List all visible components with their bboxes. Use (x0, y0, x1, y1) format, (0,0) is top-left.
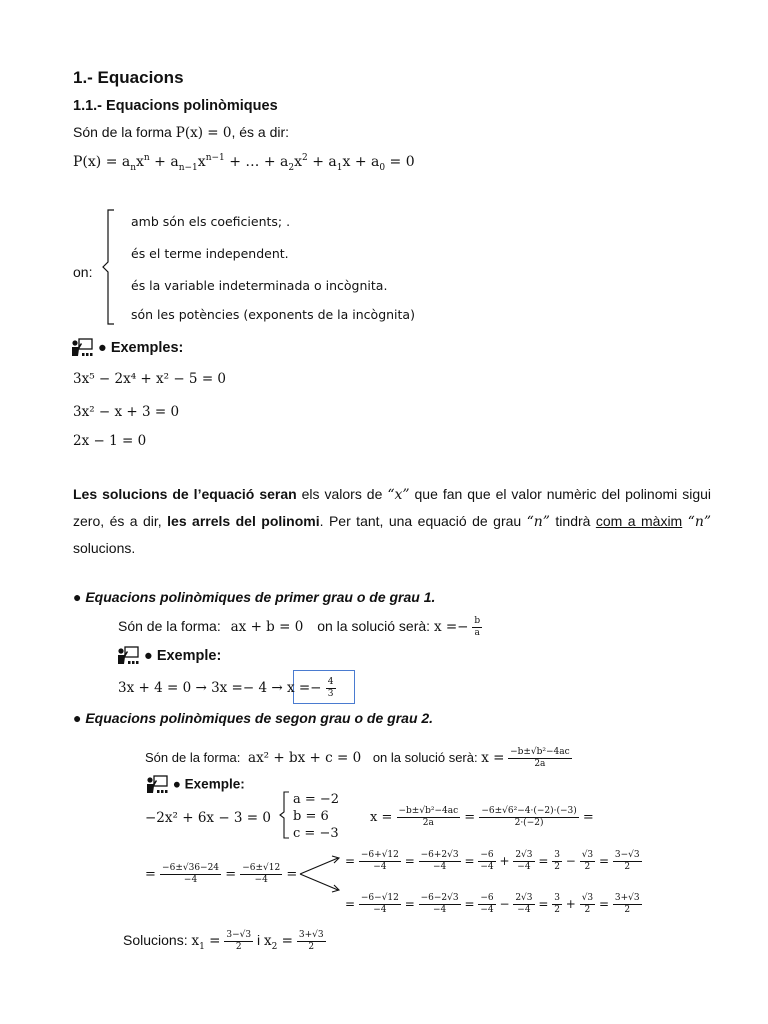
b1-frac-8 (613, 850, 642, 873)
b2-op-2: + (565, 897, 576, 911)
eq-sign: = (145, 867, 156, 882)
para-text-4: tindrà (549, 513, 596, 529)
b2-frac-1 (419, 893, 461, 916)
b2-den-2: −4 (480, 905, 494, 915)
first-degree-form (118, 616, 482, 639)
sd-example-label: ● Exemple: (172, 776, 245, 792)
sd-step1-lhs: x = (370, 810, 393, 825)
b2-den-0: −4 (373, 905, 387, 915)
sd-form-label: Són de la forma: (145, 749, 241, 765)
teacher-icon (116, 646, 140, 666)
sd-example-heading (145, 775, 245, 795)
eq-sign: = (538, 897, 549, 911)
intro-line (73, 124, 289, 141)
b1-num-2: −6 (480, 850, 494, 860)
b2-den-4: −4 (517, 905, 531, 915)
eq-sign: = (598, 854, 610, 868)
gf-sup-n: n (143, 153, 150, 163)
gf-plus-a: + a (154, 154, 179, 170)
b2-den-7: 2 (584, 905, 591, 915)
b2-frac-0 (359, 893, 401, 916)
sd-x1-sub: 1 (199, 942, 205, 953)
para-bold-1: Les solucions de l’equació seran (73, 486, 297, 502)
b1-den-5: 2 (554, 862, 560, 872)
where-item-coefficients: amb són els coeficients; . (131, 214, 291, 229)
b2-num-0: −6−√12 (360, 893, 399, 903)
para-var-n2: “n” (687, 514, 712, 530)
fd-example-expr (118, 677, 336, 700)
eq-sign: = (464, 854, 475, 868)
gf-sup-n1: n−1 (205, 153, 225, 163)
sd-solutions-label: Solucions: (123, 932, 188, 949)
sd-x1: x (191, 933, 200, 950)
sd-sol-num: −b±√b²−4ac (510, 747, 570, 757)
fd-example-label: ● Exemple: (144, 647, 222, 664)
intro-prefix: Són de la forma (73, 124, 176, 140)
coef-a: a = −2 (293, 792, 340, 807)
b1-num-0: −6+√12 (360, 850, 399, 860)
eq-sign: = (286, 867, 298, 882)
b2-num-1: −6−2√3 (420, 893, 459, 903)
b1-den-8: 2 (624, 862, 631, 872)
b1-frac-2 (478, 850, 495, 873)
sd-sol-label: on la solució serà: (372, 749, 478, 765)
where-item-independent: és el terme independent. (131, 246, 289, 261)
sd-x1-frac (224, 930, 253, 953)
gf-ellipsis: + … + a (229, 154, 289, 170)
gf-eq-zero: = 0 (389, 154, 415, 170)
b2-num-2: −6 (480, 893, 494, 903)
b1-den-7: 2 (584, 862, 591, 872)
eq-sign: = (464, 810, 476, 825)
b1-frac-1 (419, 850, 461, 873)
fd-sol-num: b (474, 616, 481, 626)
sd-step2-frac2 (240, 863, 282, 886)
gf-sub-0: 0 (379, 163, 386, 173)
general-form (73, 153, 415, 173)
sd-step2-f2-den: −4 (254, 875, 268, 885)
sd-x2-frac (297, 930, 326, 953)
para-var-x: “x” (387, 487, 410, 503)
example-3: 2x − 1 = 0 (73, 433, 147, 449)
fd-sol-expr: x =− (433, 619, 469, 636)
where-item-powers: són les potències (exponents de la incògnita) (131, 307, 415, 322)
sd-x1-num: 3−√3 (226, 930, 252, 940)
coef-b: b = 6 (293, 809, 329, 824)
sd-step1-frac2 (479, 806, 578, 829)
eq-sign: = (582, 810, 594, 825)
page-title: 1.- Equacions (73, 68, 184, 87)
para-text-2: que fan que el valor numèric del polinomi sigui zero, és a dir, (73, 486, 712, 529)
sd-form-expr: ax² + bx + c = 0 (248, 749, 362, 766)
sd-step2-frac1 (160, 863, 221, 886)
b2-num-8: 3+√3 (614, 893, 640, 903)
gf-plus-a1: + a (312, 154, 337, 170)
second-degree-title: ● Equacions polinòmiques de segon grau o de grau 2. (73, 710, 434, 726)
teacher-icon (70, 338, 94, 358)
gf-sub-n: n (130, 163, 137, 173)
b2-num-7: √3 (581, 893, 594, 903)
b1-num-1: −6+2√3 (420, 850, 459, 860)
sd-step1-f1-den: 2a (422, 818, 434, 828)
coef-brace (278, 790, 292, 840)
branch-plus (345, 850, 642, 873)
intro-expr: P(x) = 0 (175, 125, 232, 141)
gf-x2: x (197, 154, 206, 170)
examples-label: ● Exemples: (98, 339, 184, 356)
gf-x-plus-a: x + a (342, 154, 380, 170)
b2-frac-8 (613, 893, 642, 916)
b1-den-1: −4 (432, 862, 447, 872)
b2-op-1: − (499, 897, 510, 911)
intro-suffix: , és a dir: (231, 124, 290, 140)
para-bold-2: les arrels del polinomi (167, 513, 320, 529)
section-heading: 1.1.- Equacions polinòmiques (73, 98, 278, 114)
where-label: on: (73, 264, 93, 280)
b1-frac-7 (580, 850, 595, 873)
sd-solutions: Solucions: $x_1$ = $\frac{3-√3}{2}$ i $x_2$ = $\frac{3+√3}{2}$ (123, 930, 324, 953)
example-2: 3x² − x + 3 = 0 (73, 404, 180, 420)
b1-den-0: −4 (373, 862, 387, 872)
sd-sol-den: 2a (534, 759, 546, 769)
left-brace (100, 208, 120, 326)
sd-equation: −2x² + 6x − 3 = 0 (145, 810, 271, 826)
b2-frac-2 (478, 893, 495, 916)
sd-step1-f2-den: 2·(−2) (514, 818, 544, 828)
b2-num-5: 3 (554, 893, 560, 903)
gf-lhs: P(x) = a (73, 154, 131, 170)
b1-num-5: 3 (554, 850, 560, 860)
fd-sol-label: on la solució serà: (317, 618, 431, 635)
branch-arrows (298, 852, 344, 896)
b2-den-8: 2 (624, 905, 631, 915)
b1-den-2: −4 (480, 862, 494, 872)
sd-x1-den: 2 (235, 942, 242, 952)
sd-x2-num: 3+√3 (298, 930, 324, 940)
sd-sol-frac (508, 747, 572, 770)
b1-op-1: + (499, 854, 510, 868)
sd-sol-lhs: x = (481, 749, 505, 766)
sd-step2-f1-num: −6±√36−24 (162, 863, 220, 873)
fd-example-den: 3 (327, 689, 334, 699)
eq-sign: = (464, 897, 475, 911)
b1-frac-0 (359, 850, 401, 873)
eq-sign: = (404, 854, 415, 868)
sd-x2-sub: 2 (271, 942, 278, 953)
eq-sign: = (345, 854, 356, 868)
example-1: 3x⁵ − 2x⁴ + x² − 5 = 0 (73, 371, 227, 387)
b1-den-4: −4 (517, 862, 531, 872)
fd-sol-den: a (474, 628, 480, 638)
sd-join: i (256, 932, 261, 949)
b2-frac-7 (580, 893, 595, 916)
para-underline: com a màxim (595, 513, 683, 529)
b2-num-4: 2√3 (515, 893, 533, 903)
examples-heading (70, 338, 183, 358)
b2-den-1: −4 (432, 905, 447, 915)
b1-frac-4 (513, 850, 534, 873)
b2-frac-5 (552, 893, 562, 916)
eq-sign: = (538, 854, 549, 868)
b1-frac-5 (552, 850, 562, 873)
sd-step2-f2-num: −6±√12 (242, 863, 281, 873)
para-text-1: els valors de (296, 486, 388, 502)
where-item-variable: és la variable indeterminada o incògnita. (131, 278, 388, 293)
fd-example-num: 4 (327, 677, 334, 687)
eq-sign: = (598, 897, 610, 911)
fd-example-frac (326, 677, 336, 700)
fd-sol-frac (472, 616, 482, 639)
fd-form-expr: ax + b = 0 (230, 619, 304, 636)
para-var-n: “n” (526, 514, 550, 530)
para-text-3: . Per tant, una equació de grau (319, 513, 527, 529)
sd-step1 (370, 806, 594, 829)
sd-step1-f1-num: −b±√b²−4ac (398, 806, 459, 816)
sd-step2 (145, 863, 297, 886)
eq-sign: = (225, 867, 237, 882)
branch-minus (345, 893, 642, 916)
b1-op-2: − (565, 854, 576, 868)
b2-den-5: 2 (554, 905, 560, 915)
fd-form-label: Són de la forma: (118, 618, 221, 635)
gf-sup-2: 2 (302, 153, 308, 163)
gf-sub-1: 1 (336, 163, 343, 173)
b1-num-4: 2√3 (515, 850, 533, 860)
b1-num-8: 3−√3 (614, 850, 640, 860)
gf-sub-n1: n−1 (178, 163, 198, 173)
sd-form (145, 747, 572, 770)
eq-sign: = (404, 897, 415, 911)
sd-x2-den: 2 (308, 942, 315, 952)
sd-x2: x (263, 933, 272, 950)
gf-x: x (136, 154, 144, 170)
gf-sub-2: 2 (288, 163, 295, 173)
solutions-paragraph (73, 481, 711, 561)
para-text-6: solucions. (73, 540, 136, 556)
fd-example-heading (116, 646, 221, 666)
sd-step1-f2-num: −6±√6²−4·(−2)·(−3) (481, 806, 577, 816)
gf-x3: x (294, 154, 303, 170)
sd-step2-f1-den: −4 (183, 875, 198, 885)
coef-c: c = −3 (293, 826, 339, 841)
sd-step1-frac1 (397, 806, 461, 829)
fd-example-text: 3x + 4 = 0 → 3x =− 4 → x =− (118, 680, 322, 696)
b1-num-7: √3 (581, 850, 594, 860)
b2-frac-4 (513, 893, 534, 916)
first-degree-title: ● Equacions polinòmiques de primer grau o de grau 1. (73, 589, 436, 605)
eq-sign: = (345, 897, 356, 911)
teacher-icon (145, 775, 169, 795)
